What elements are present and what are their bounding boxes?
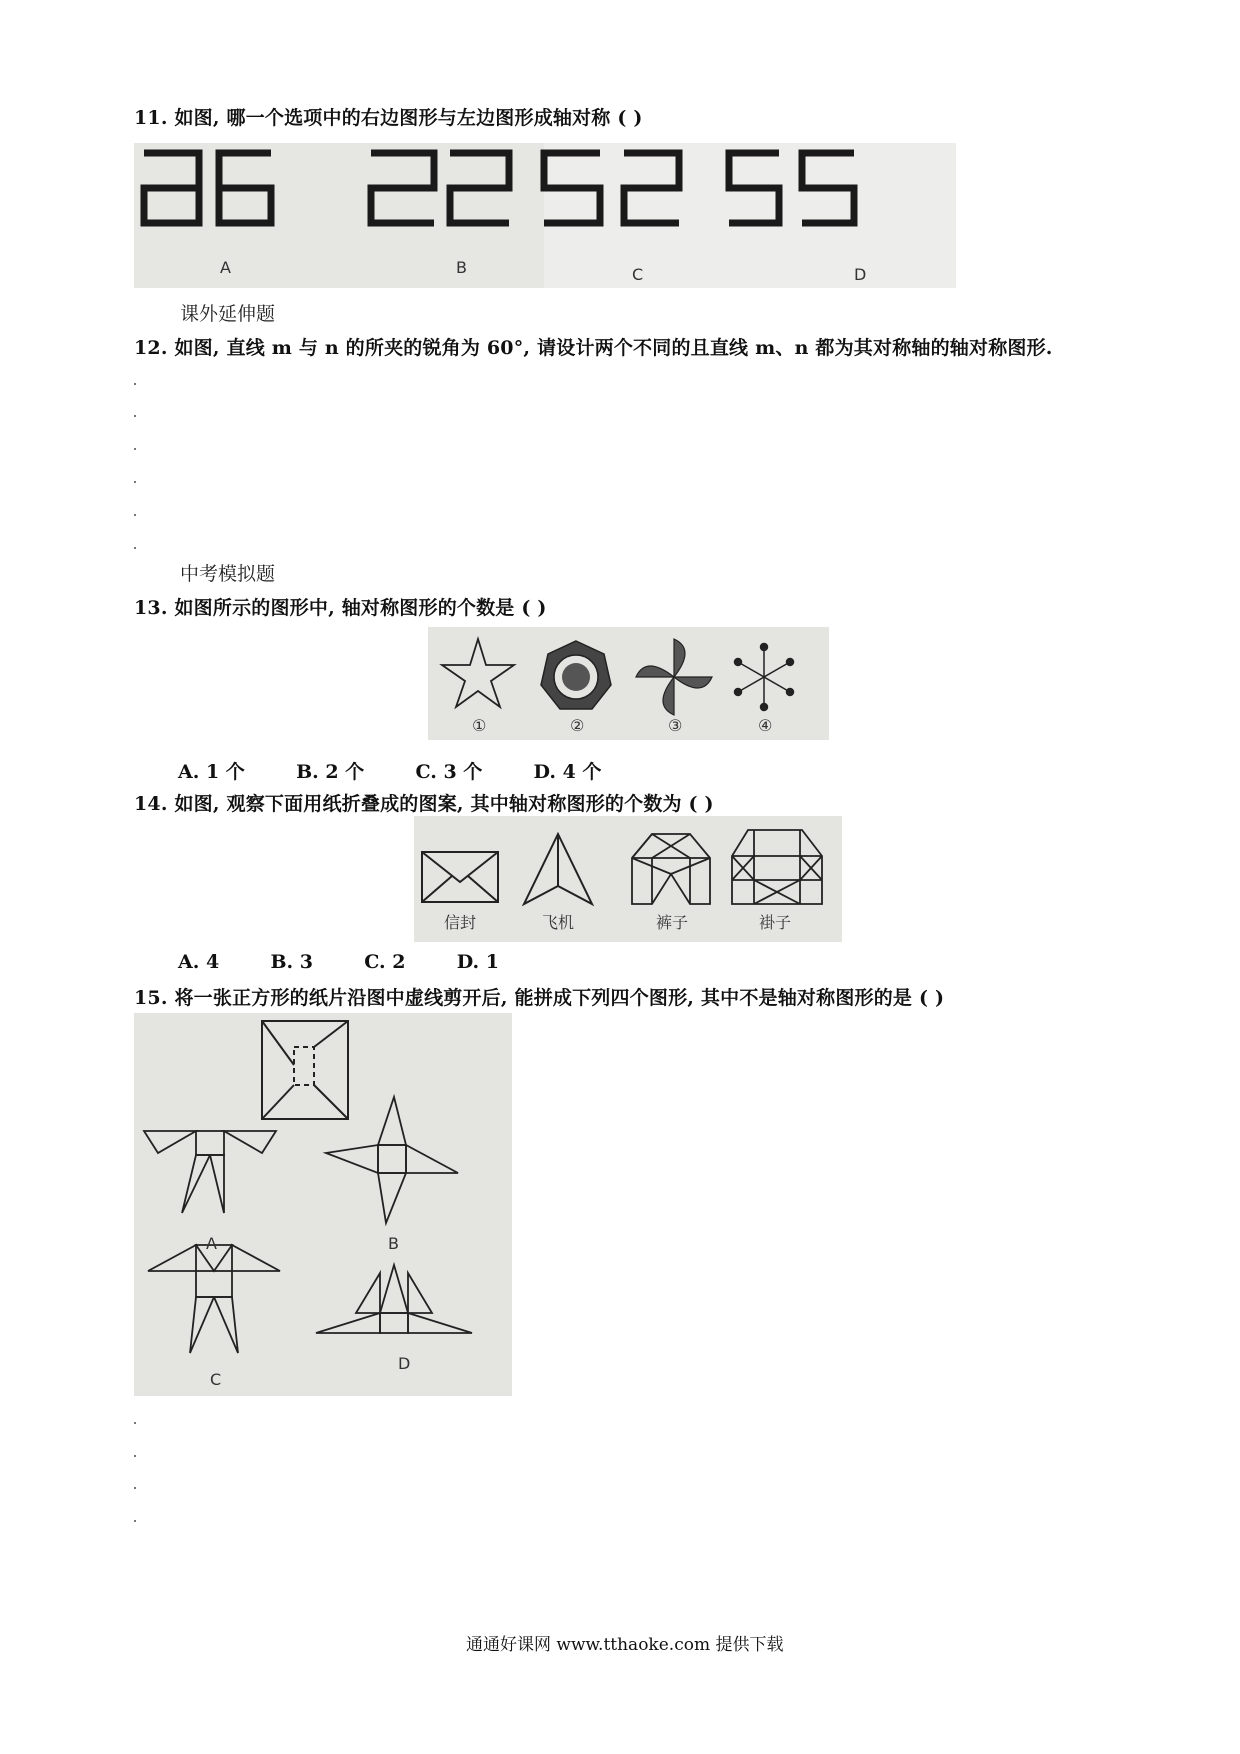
page-footer: 通通好课网 www.tthaoke.com 提供下载 [466,1635,784,1655]
blank-line-dot [134,448,136,450]
q13-label-4: ④ [758,716,773,735]
blank-line-dot [134,1455,136,1457]
blank-line-dot [134,547,136,549]
q14-option-c[interactable]: C. 2 [364,951,406,973]
q14-label-pants: 裤子 [656,913,689,932]
q11-digit-pairs-image [134,143,956,288]
section-extension-heading: 课外延伸题 [180,303,276,325]
q13-label-2: ② [570,716,585,735]
question-14-text: 14. 如图, 观察下面用纸折叠成的图案, 其中轴对称图形的个数为 ( ) [134,793,714,815]
blank-line-dot [134,481,136,483]
q14-label-airplane: 飞机 [542,913,575,932]
question-13-text: 13. 如图所示的图形中, 轴对称图形的个数是 ( ) [134,597,547,619]
q13-option-d[interactable]: D. 4 个 [533,761,602,783]
q13-options [178,757,601,784]
blank-line-dot [134,1520,136,1522]
q14-figure [414,816,842,942]
blank-line-dot [134,1487,136,1489]
question-15-text: 15. 将一张正方形的纸片沿图中虚线剪开后, 能拼成下列四个图形, 其中不是轴对称图形的是 ( ) [134,987,945,1009]
q15-label-a: A [206,1234,217,1253]
blank-line-dot [134,383,136,385]
q11-figure [134,143,956,288]
q14-option-a[interactable]: A. 4 [178,951,220,973]
q13-figure [428,627,829,740]
blank-line-dot [134,514,136,516]
q13-option-b[interactable]: B. 2 个 [296,761,365,783]
q11-label-b: B [456,258,467,277]
q14-option-b[interactable]: B. 3 [270,951,313,973]
q11-label-c: C [632,265,644,284]
q13-option-c[interactable]: C. 3 个 [415,761,483,783]
question-11-text: 11. 如图, 哪一个选项中的右边图形与左边图形成轴对称 ( ) [134,107,643,129]
q13-label-1: ① [472,716,487,735]
q15-label-b: B [388,1234,399,1253]
q11-label-a: A [220,258,231,277]
q15-label-c: C [210,1370,222,1389]
blank-line-dot [134,415,136,417]
question-12-text: 12. 如图, 直线 m 与 n 的所夹的锐角为 60°, 请设计两个不同的且直线 m、n 都为其对称轴的轴对称图形. [134,337,1053,359]
blank-line-dot [134,1422,136,1424]
section-mock-heading: 中考模拟题 [180,563,276,585]
q13-label-3: ③ [668,716,683,735]
q15-figure [134,1013,512,1396]
q14-options [178,951,499,973]
q14-label-envelope: 信封 [444,913,477,932]
q14-option-d[interactable]: D. 1 [456,951,499,973]
q11-label-d: D [854,265,867,284]
q15-label-d: D [398,1354,411,1373]
q13-option-a[interactable]: A. 1 个 [178,761,245,783]
q14-label-jacket: 褂子 [759,913,792,932]
